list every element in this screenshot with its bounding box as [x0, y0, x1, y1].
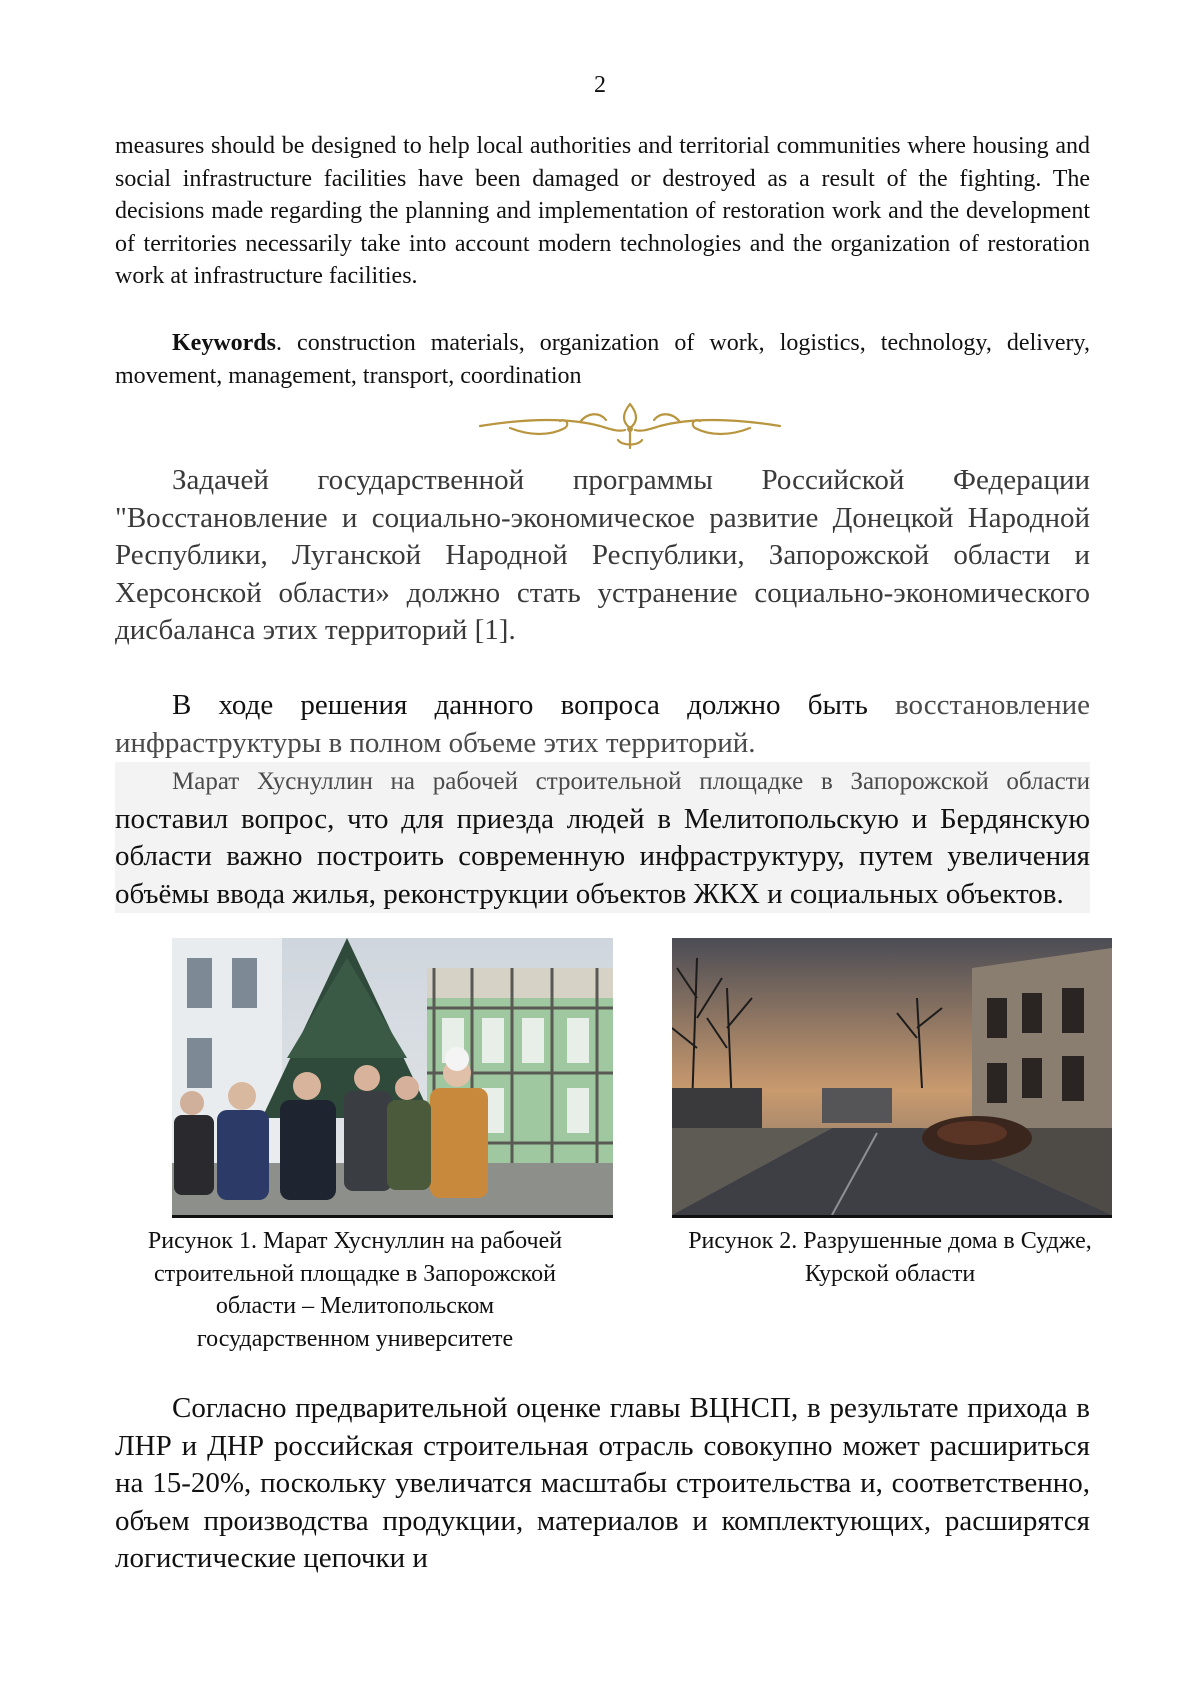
paragraph-khusnullin-main: поставил вопрос, что для приезда людей в Мелитопольскую и Бердянскую области важно построить современную инфраструктуру, путем увеличения объёмы ввода жилья, реконструкции объектов ЖКХ и социальных объектов. [115, 802, 1090, 910]
decorative-divider-icon [470, 396, 790, 454]
paragraph-restoration-highlight: восстановление инфраструктуры в полном объеме этих территорий. [115, 689, 1090, 759]
paragraph-khusnullin-intro: Марат Хуснуллин на рабочей строительной площадке в Запорожской области [172, 768, 1090, 795]
keywords-label: Keywords [172, 330, 276, 356]
figure-2-photo [672, 938, 1112, 1218]
figure-1-caption: Рисунок 1. Марат Хуснуллин на рабочей строительной площадке в Запорожской области – Мелитопольском государственном университете [147, 1228, 563, 1352]
paragraph-khusnullin [115, 762, 1090, 913]
figure-1-photo [172, 938, 613, 1218]
keywords-paragraph [115, 327, 1090, 392]
construction-site-photo-illustration [172, 938, 613, 1215]
figure-2-caption: Рисунок 2. Разрушенные дома в Судже, Курской области [688, 1228, 1092, 1287]
page-number: 2 [594, 72, 606, 98]
paragraph-restoration [115, 687, 1090, 762]
paragraph-program-goal: Задачей государственной программы Российской Федерации "Восстановление и социально-экономическое развитие Донецкой Народной Республики, Луганской Народной Республики, Запорожской области и Херсонской области» должно стать устранение социально-экономического дисбаланса этих территорий [1]. [115, 464, 1090, 646]
abstract-paragraph: measures should be designed to help local authorities and territorial communities where housing and social infrastructure facilities have been damaged or destroyed as a result of the fighting. The decisions made regarding the planning and implementation of restoration work and the development of territories necessarily take into account modern technologies and the organization of restoration work at infrastructure facilities. [115, 133, 1090, 289]
paragraph-restoration-main: В ходе решения данного вопроса должно быть [172, 689, 896, 721]
paragraph-industry-growth: Согласно предварительной оценке главы ВЦНСП, в результате прихода в ЛНР и ДНР российская строительная отрасль совокупно может расшириться на 15-20%, поскольку увеличатся масштабы строительства и, соответственно, объем производства продукции, материалов и комплектующих, расширятся логистические цепочки и [115, 1392, 1090, 1574]
keywords-list: . construction materials, organization of work, logistics, technology, delivery, movement, management, transport, coordination [115, 330, 1090, 389]
destroyed-street-photo-illustration [672, 938, 1112, 1215]
